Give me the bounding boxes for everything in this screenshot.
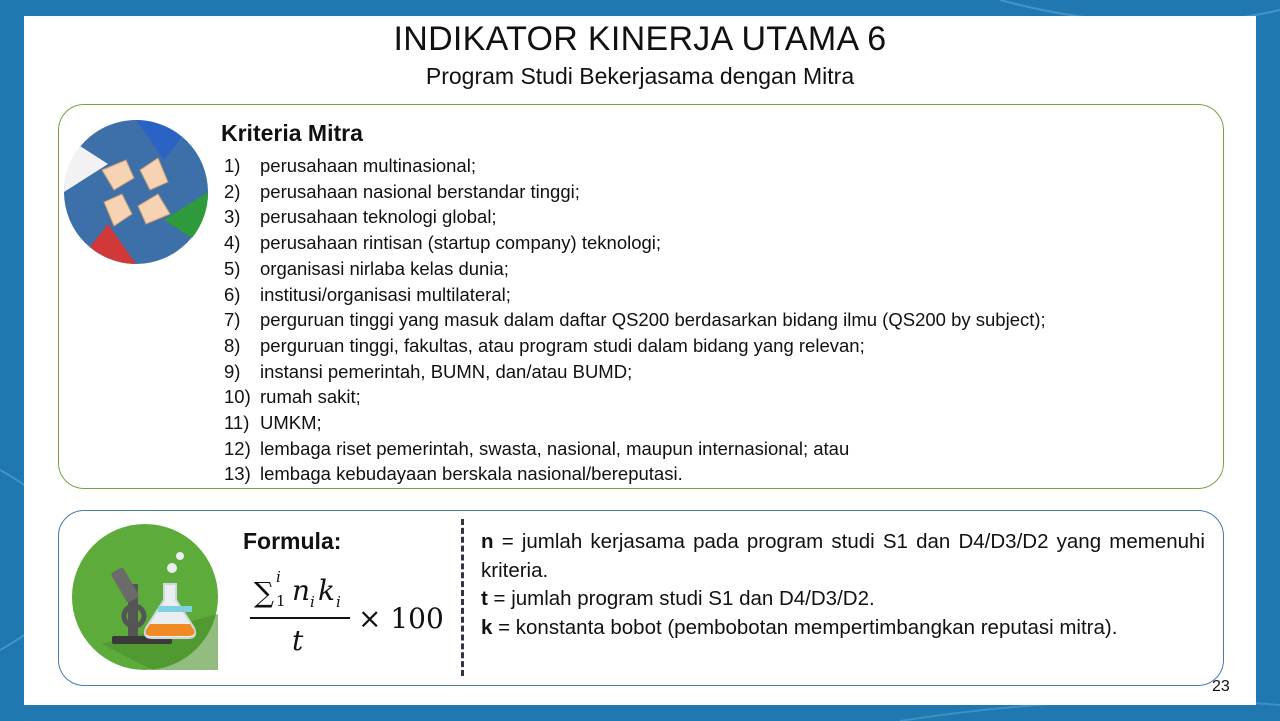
criteria-list <box>224 153 1046 487</box>
list-item: 7) perguruan tinggi yang masuk dalam daftar QS200 berdasarkan bidang ilmu (QS200 by subject); <box>224 309 1046 331</box>
formula-denominator: t <box>292 624 304 657</box>
definitions <box>481 528 1205 642</box>
formula-numerator-k: k <box>318 574 335 607</box>
list-item: 10) rumah sakit; <box>224 386 361 408</box>
hands-cooperation-icon <box>64 120 208 264</box>
microscope-flask-icon <box>72 524 218 670</box>
page-number: 23 <box>1212 678 1230 695</box>
list-item: 2) perusahaan nasional berstandar tinggi; <box>224 180 580 202</box>
formula-numerator-n: n <box>292 574 311 607</box>
definition-t: t = jumlah program studi S1 dan D4/D3/D2. <box>481 587 875 610</box>
list-item: 1) perusahaan multinasional; <box>224 155 476 176</box>
definition-k: k = konstanta bobot (pembobotan mempertimbangkan reputasi mitra). <box>481 615 1118 639</box>
formula-subscript-k: i <box>336 593 341 611</box>
formula-label: Formula: <box>243 528 342 554</box>
dashed-divider <box>461 519 464 676</box>
list-item: 9) instansi pemerintah, BUMN, dan/atau BUMD; <box>224 360 633 382</box>
list-item: 6) institusi/organisasi multilateral; <box>224 283 511 305</box>
formula-subscript-n: i <box>310 593 315 611</box>
list-item: 4) perusahaan rintisan (startup company) teknologi; <box>224 232 662 254</box>
formula-sum-upper: i <box>276 568 281 586</box>
formula-multiplier: × 100 <box>358 602 444 635</box>
list-item: 13) lembaga kebudayaan berskala nasional/bereputasi. <box>224 463 683 485</box>
formula-expression <box>240 564 450 664</box>
list-item: 12) lembaga riset pemerintah, swasta, nasional, maupun internasional; atau <box>224 437 850 459</box>
criteria-heading: Kriteria Mitra <box>221 120 363 146</box>
slide-subtitle: Program Studi Bekerjasama dengan Mitra <box>425 63 855 89</box>
slide <box>24 16 1256 705</box>
list-item: 11) UMKM; <box>224 412 322 434</box>
slide-title: INDIKATOR KINERJA UTAMA 6 <box>393 20 887 58</box>
list-item: 8) perguruan tinggi, fakultas, atau program studi dalam bidang yang relevan; <box>224 334 865 356</box>
list-item: 3) perusahaan teknologi global; <box>224 206 497 228</box>
formula-sum-lower: 1 <box>276 592 286 610</box>
definition-n: n = jumlah kerjasama pada program studi S1 dan D4/D3/D2 yang memenuhi kriteria. <box>481 530 1205 582</box>
list-item: 5) organisasi nirlaba kelas dunia; <box>224 257 509 279</box>
formula-sum-symbol: ∑ <box>254 576 274 609</box>
